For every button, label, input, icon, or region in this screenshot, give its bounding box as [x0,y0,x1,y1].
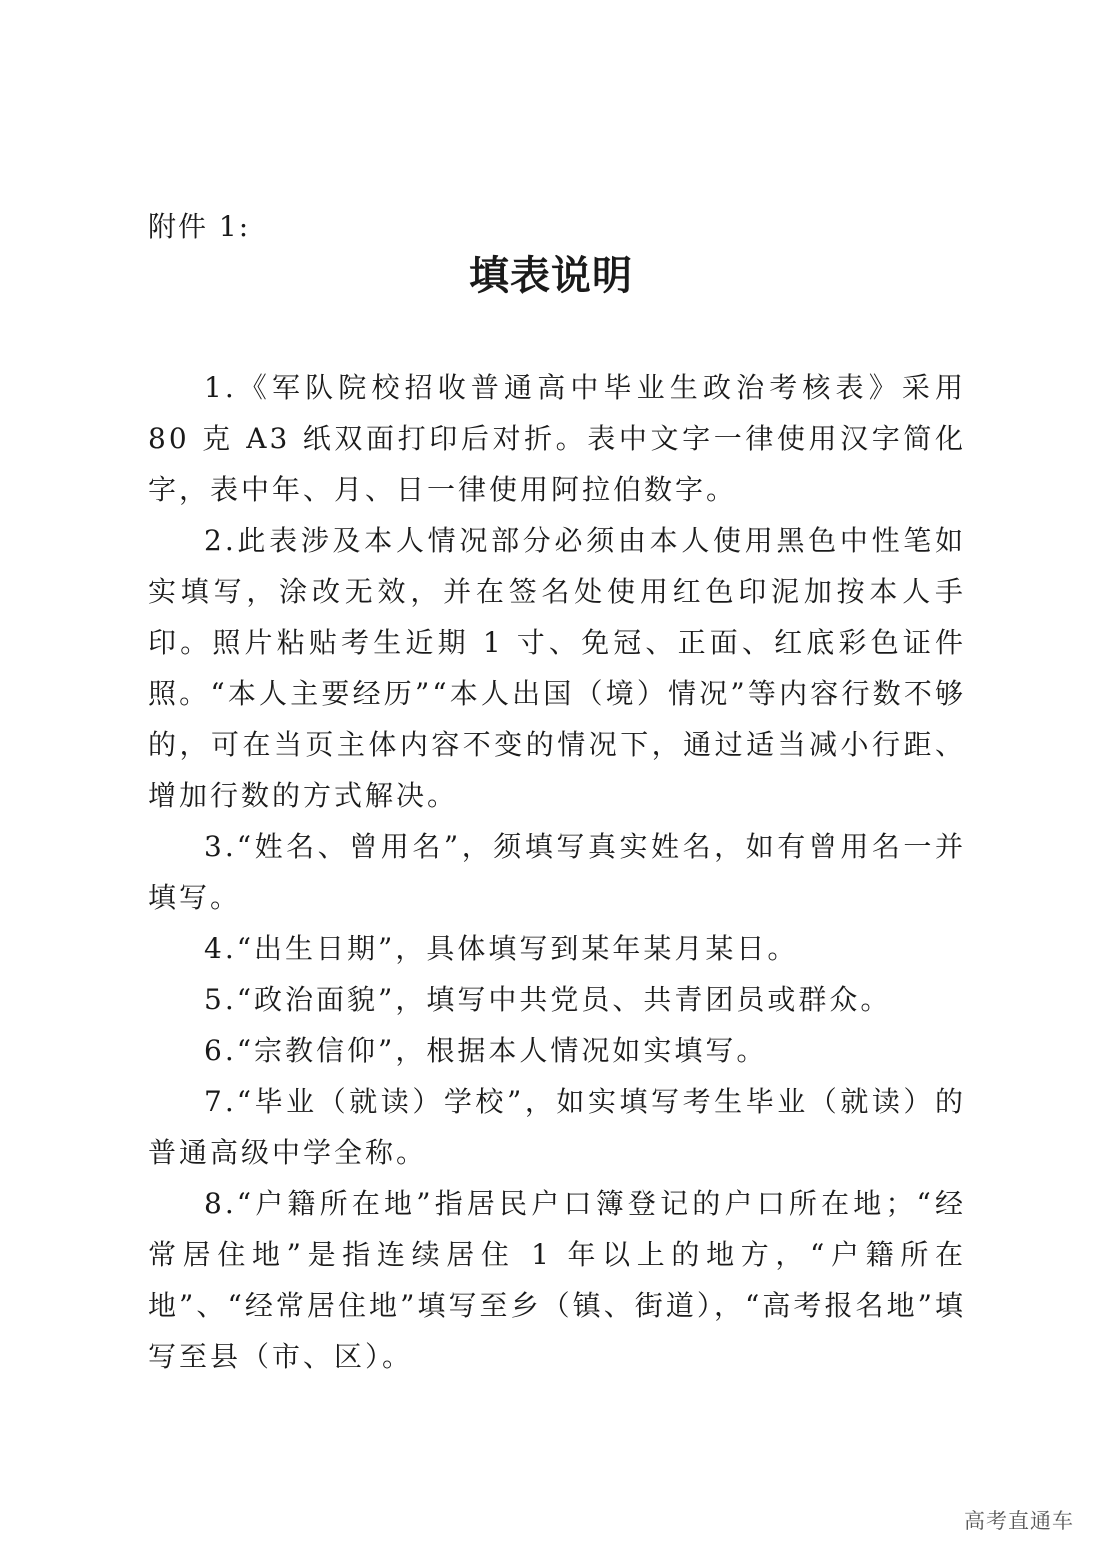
instruction-item-3: 3.“姓名、曾用名”，须填写真实姓名，如有曾用名一并填写。 [148,830,966,914]
instruction-item-5: 5.“政治面貌”，填写中共党员、共青团员或群众。 [204,983,892,1016]
instructions-body [148,362,966,1382]
instruction-item-2: 2.此表涉及本人情况部分必须由本人使用黑色中性笔如实填写，涂改无效，并在签名处使用红色印泥加按本人手印。照片粘贴考生近期 1 寸、免冠、正面、红底彩色证件照。“本人主要经历”“本人出国（境）情况”等内容行数不够的，可在当页主体内容不变的情况下，通过适当减小行距、增加行数的方式解决。 [148,524,966,812]
instruction-item-8: 8.“户籍所在地”指居民户口簿登记的户口所在地；“经常居住地”是指连续居住 1 年以上的地方，“户籍所在地”、“经常居住地”填写至乡（镇、街道），“高考报名地”填写至县（市、区）。 [148,1187,966,1373]
watermark: 高考直通车 [964,1509,1074,1533]
page-title: 填表说明 [469,252,633,299]
instruction-item-7: 7.“毕业（就读）学校”，如实填写考生毕业（就读）的普通高级中学全称。 [148,1085,966,1169]
instruction-item-4: 4.“出生日期”，具体填写到某年某月某日。 [204,932,799,965]
instruction-item-1: 1.《军队院校招收普通高中毕业生政治考核表》采用 80 克 A3 纸双面打印后对折。表中文字一律使用汉字简化字，表中年、月、日一律使用阿拉伯数字。 [148,371,966,506]
attachment-label: 附件 1: [148,210,251,243]
instruction-item-6: 6.“宗教信仰”，根据本人情况如实填写。 [204,1034,768,1067]
